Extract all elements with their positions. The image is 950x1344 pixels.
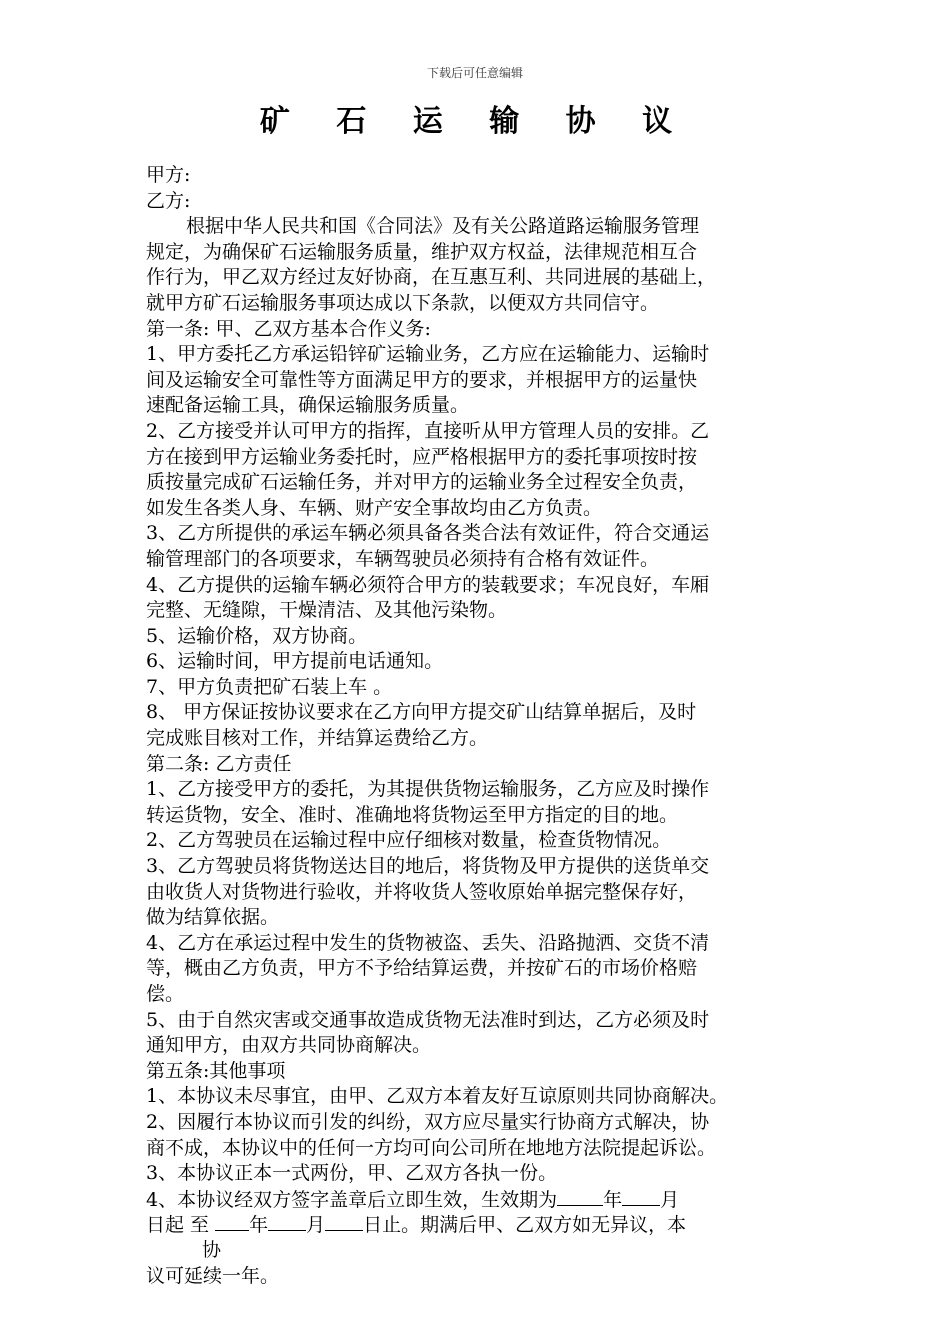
validity-line (146, 1187, 816, 1213)
validity-line-2 (146, 1212, 816, 1238)
section-5-line: 2、因履行本协议而引发的纠纷，双方应尽量实行协商方式解决，协 (146, 1110, 710, 1133)
party-b-line: 乙方: (146, 189, 191, 212)
section-2-heading: 第二条: 乙方责任 (146, 752, 292, 775)
section-1-line: 速配备运输工具，确保运输服务质量。 (146, 394, 470, 417)
section-2-line: 由收货人对货物进行验收，并将收货人签收原始单据完整保存好， (146, 880, 698, 903)
section-1-line: 8、 甲方保证按协议要求在乙方向甲方提交矿山结算单据后，及时 (146, 701, 697, 724)
party-a-line: 甲方: (146, 164, 191, 186)
month-label: 月 (660, 1188, 680, 1211)
end-month-blank[interactable] (268, 1212, 306, 1231)
section-2-line: 4、乙方在承运过程中发生的货物被盗、丢失、沿路抛洒、交货不清 (146, 931, 710, 954)
start-month-blank[interactable] (622, 1187, 660, 1206)
section-1-line: 如发生各类人身、车辆、财产安全事故均由乙方负责。 (146, 496, 603, 519)
wrap-char-line: 协 (202, 1238, 222, 1261)
section-1-line: 6、运输时间，甲方提前电话通知。 (146, 650, 444, 673)
day-end-text: 日止。期满后甲、乙双方如无异议，本 (363, 1214, 687, 1237)
section-2-line: 5、由于自然灾害或交通事故造成货物无法准时到达，乙方必须及时 (146, 1008, 710, 1031)
day-start-text: 日起 至 (146, 1214, 216, 1237)
preamble-line: 作行为，甲乙双方经过友好协商，在互惠互利、共同进展的基础上， (146, 266, 717, 289)
section-1-line: 7、甲方负责把矿石装上车 。 (146, 675, 393, 698)
validity-text: 4、本协议经双方签字盖章后立即生效，生效期为 (146, 1188, 558, 1211)
month-label: 月 (306, 1214, 326, 1237)
section-1-line: 1、甲方委托乙方承运铅锌矿运输业务，乙方应在运输能力、运输时 (146, 343, 710, 366)
section-2-line: 偿。 (146, 983, 185, 1005)
end-year-blank[interactable] (215, 1212, 249, 1231)
header-note: 下载后可任意编辑 (426, 66, 523, 80)
section-1-line: 3、乙方所提供的承运车辆必须具备各类合法有效证件，符合交通运 (146, 522, 710, 545)
document-body (146, 163, 816, 1289)
section-2-line: 通知甲方，由双方共同协商解决。 (146, 1034, 432, 1057)
section-2-line: 等，概由乙方负责，甲方不予给结算运费，并按矿石的市场价格赔 (146, 957, 698, 980)
section-1-line: 4、乙方提供的运输车辆必须符合甲方的装载要求；车况良好，车厢 (146, 573, 710, 596)
end-day-blank[interactable] (325, 1212, 363, 1231)
preamble-line: 就甲方矿石运输服务事项达成以下条款，以便双方共同信守。 (146, 291, 660, 314)
section-1-line: 完成账目核对工作，并结算运费给乙方。 (146, 727, 489, 750)
section-2-line: 3、乙方驾驶员将货物送达目的地后，将货物及甲方提供的送货单交 (146, 855, 710, 878)
section-5-line: 商不成，本协议中的任何一方均可向公司所在地地方法院提起诉讼。 (146, 1136, 717, 1159)
section-1-line: 输管理部门的各项要求，车辆驾驶员必须持有合格有效证件。 (146, 547, 660, 570)
year-label: 年 (603, 1188, 623, 1211)
section-1-heading: 第一条: 甲、乙双方基本合作义务: (146, 317, 431, 340)
closing-line: 议可延续一年。 (146, 1264, 280, 1287)
section-1-line: 5、运输价格，双方协商。 (146, 624, 368, 647)
year-label: 年 (249, 1214, 269, 1237)
section-2-line: 做为结算依据。 (146, 906, 280, 929)
document-title: 矿 石 运 输 协 议 (259, 104, 691, 139)
section-2-line: 1、乙方接受甲方的委托，为其提供货物运输服务，乙方应及时操作 (146, 778, 710, 801)
preamble-line: 规定，为确保矿石运输服务质量，维护双方权益，法律规范相互合 (146, 240, 698, 263)
preamble-line: 根据中华人民共和国《合同法》及有关公路道路运输服务管理 (186, 215, 700, 238)
section-2-line: 转运货物，安全、准时、准确地将货物运至甲方指定的目的地。 (146, 803, 679, 826)
section-1-line: 完整、无缝隙，干燥清洁、及其他污染物。 (146, 599, 508, 622)
section-5-line: 3、本协议正本一式两份，甲、乙双方各执一份。 (146, 1162, 558, 1185)
section-1-line: 2、乙方接受并认可甲方的指挥，直接听从甲方管理人员的安排。乙 (146, 419, 710, 442)
section-1-line: 质按量完成矿石运输任务，并对甲方的运输业务全过程安全负责， (146, 471, 698, 494)
section-1-line: 方在接到甲方运输业务委托时，应严格根据甲方的委托事项按时按 (146, 445, 698, 468)
section-2-line: 2、乙方驾驶员在运输过程中应仔细核对数量，检查货物情况。 (146, 829, 672, 852)
start-year-blank[interactable] (557, 1187, 603, 1206)
section-5-line: 1、本协议未尽事宜，由甲、乙双方本着友好互谅原则共同协商解决。 (146, 1085, 729, 1108)
section-1-line: 间及运输安全可靠性等方面满足甲方的要求，并根据甲方的运量快 (146, 368, 698, 391)
section-5-heading: 第五条:其他事项 (146, 1059, 286, 1082)
